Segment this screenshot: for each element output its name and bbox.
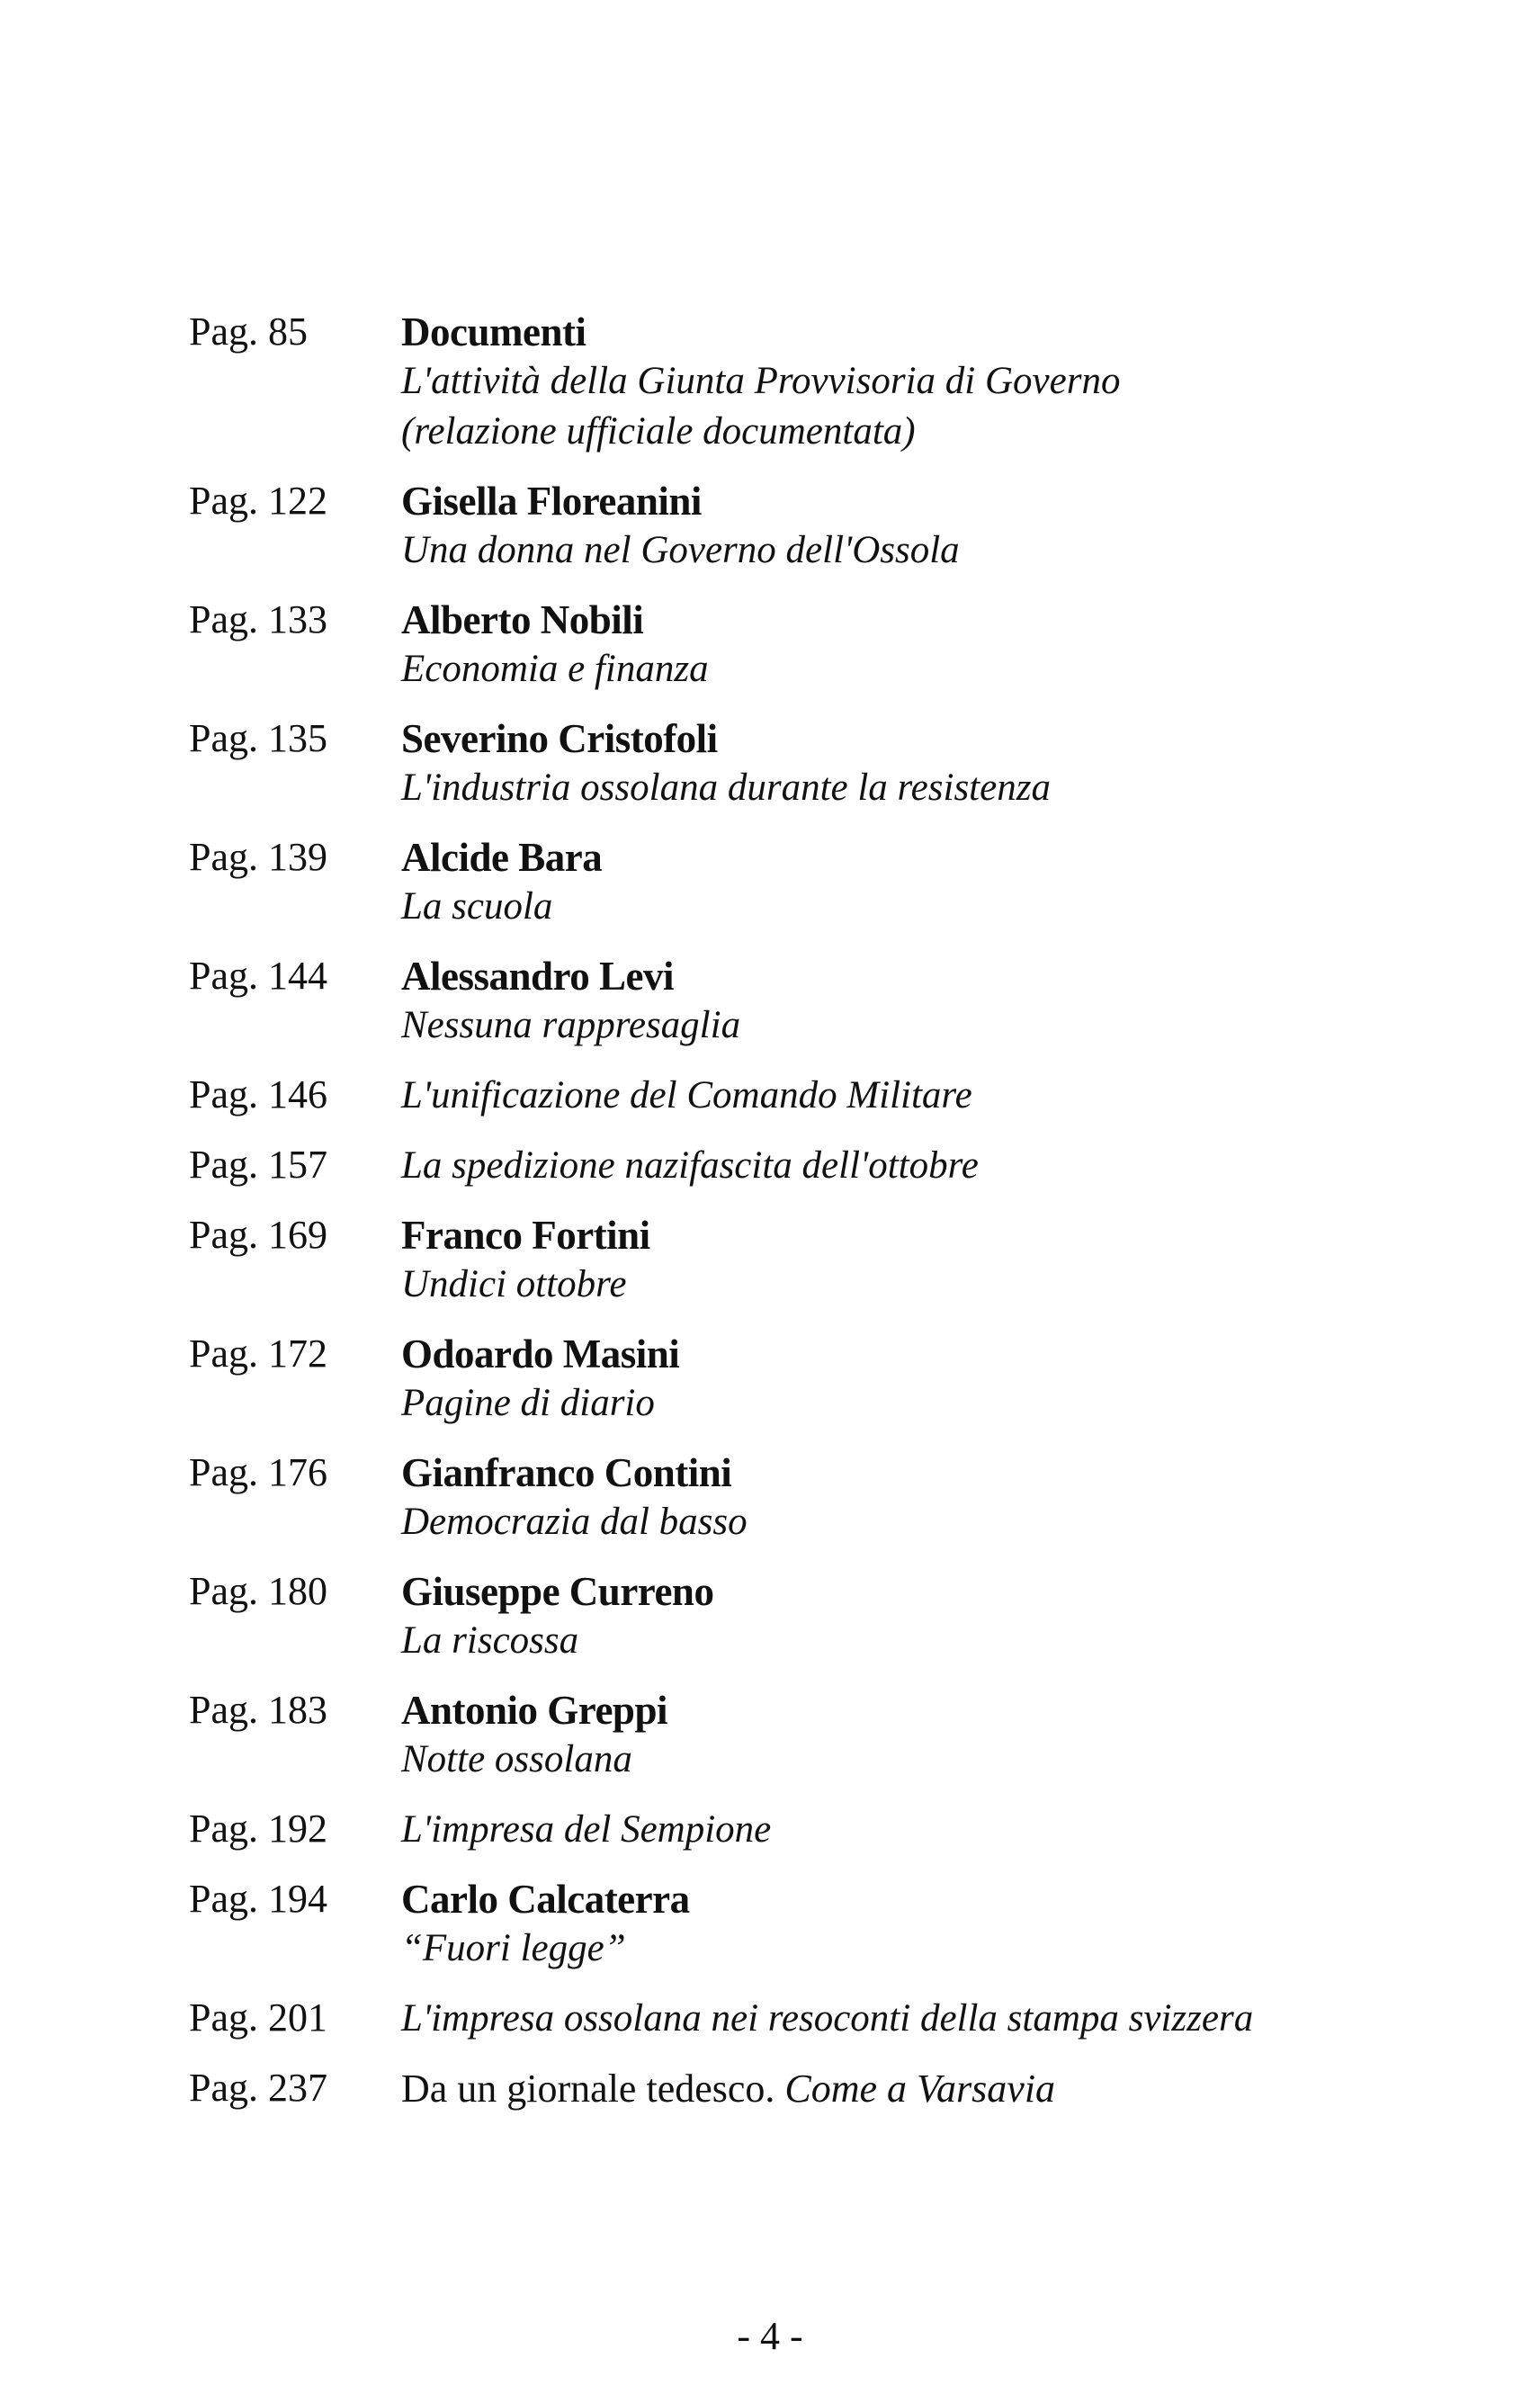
toc-entry-content xyxy=(401,1686,1448,1785)
toc-entry xyxy=(189,308,1448,457)
toc-entry xyxy=(189,1448,1448,1547)
toc-entry-content xyxy=(401,1448,1448,1547)
toc-title: (relazione ufficiale documentata) xyxy=(401,410,916,453)
toc-page-ref: Pag. 139 xyxy=(189,835,327,879)
toc-author: Odoardo Masini xyxy=(401,1332,680,1376)
toc-title: L'unificazione del Comando Militare xyxy=(401,1074,972,1116)
toc-title: L'impresa del Sempione xyxy=(401,1808,772,1851)
toc-author: Carlo Calcaterra xyxy=(401,1877,690,1922)
toc-entry xyxy=(189,833,1448,932)
toc-page-ref: Pag. 172 xyxy=(189,1332,327,1376)
toc-entry xyxy=(189,1071,1448,1121)
table-of-contents xyxy=(189,308,1448,2134)
toc-title: La riscossa xyxy=(401,1619,579,1662)
toc-page-ref: Pag. 157 xyxy=(189,1143,327,1187)
toc-entry xyxy=(189,952,1448,1051)
toc-page-ref: Pag. 237 xyxy=(189,2066,327,2110)
toc-entry xyxy=(189,596,1448,695)
toc-entry-content xyxy=(401,1141,1448,1191)
toc-entry xyxy=(189,1567,1448,1666)
toc-page-ref: Pag. 144 xyxy=(189,954,327,998)
toc-page-ref: Pag. 133 xyxy=(189,597,327,641)
toc-title: Undici ottobre xyxy=(401,1263,627,1305)
toc-page-ref: Pag. 192 xyxy=(189,1807,327,1851)
toc-title: Economia e finanza xyxy=(401,648,709,690)
toc-italic-title: Come a Varsavia xyxy=(784,2067,1056,2111)
toc-entry-content xyxy=(401,2064,1448,2114)
toc-entry xyxy=(189,1141,1448,1191)
toc-title: L'industria ossolana durante la resistenza xyxy=(401,767,1051,809)
toc-entry-content xyxy=(401,1567,1448,1666)
toc-page-ref: Pag. 169 xyxy=(189,1213,327,1257)
toc-plain-line xyxy=(401,2064,1448,2114)
toc-entry-content xyxy=(401,1994,1448,2044)
toc-author: Gianfranco Contini xyxy=(401,1450,732,1495)
page-number: - 4 - xyxy=(737,2314,803,2358)
toc-entry-content xyxy=(401,308,1448,457)
toc-page-ref: Pag. 183 xyxy=(189,1688,327,1732)
toc-author: Alberto Nobili xyxy=(401,597,644,642)
toc-title: Notte ossolana xyxy=(401,1738,632,1780)
toc-entry-content xyxy=(401,1875,1448,1974)
toc-author: Documenti xyxy=(401,309,586,354)
toc-entry-content xyxy=(401,1805,1448,1855)
toc-author: Alcide Bara xyxy=(401,835,603,880)
toc-title: Pagine di diario xyxy=(401,1382,655,1424)
toc-title: La scuola xyxy=(401,885,553,928)
toc-entry xyxy=(189,1994,1448,2044)
toc-title: “Fuori legge” xyxy=(401,1927,626,1969)
toc-page-ref: Pag. 201 xyxy=(189,1995,327,2040)
toc-title: Nessuna rappresaglia xyxy=(401,1004,741,1046)
toc-author: Alessandro Levi xyxy=(401,954,674,999)
toc-author: Giuseppe Curreno xyxy=(401,1569,714,1614)
toc-entry xyxy=(189,477,1448,576)
toc-title: Democrazia dal basso xyxy=(401,1501,748,1543)
toc-entry xyxy=(189,1875,1448,1974)
toc-author: Severino Cristofoli xyxy=(401,716,718,761)
toc-entry-content xyxy=(401,952,1448,1051)
toc-entry xyxy=(189,714,1448,813)
toc-page-ref: Pag. 85 xyxy=(189,309,308,354)
toc-entry-content xyxy=(401,596,1448,695)
toc-entry-content xyxy=(401,714,1448,813)
toc-page-ref: Pag. 176 xyxy=(189,1450,327,1494)
toc-page-ref: Pag. 194 xyxy=(189,1877,327,1921)
toc-entry xyxy=(189,1805,1448,1855)
toc-plain-text: Da un giornale tedesco. xyxy=(401,2067,785,2111)
toc-entry xyxy=(189,2064,1448,2114)
toc-title: La spedizione nazifascita dell'ottobre xyxy=(401,1144,979,1187)
toc-page-ref: Pag. 180 xyxy=(189,1569,327,1613)
toc-entry xyxy=(189,1330,1448,1429)
toc-entry-content xyxy=(401,477,1448,576)
toc-entry-content xyxy=(401,833,1448,932)
toc-entry-content xyxy=(401,1211,1448,1310)
toc-author: Antonio Greppi xyxy=(401,1688,667,1733)
toc-author: Gisella Floreanini xyxy=(401,479,702,524)
toc-page-ref: Pag. 122 xyxy=(189,479,327,523)
toc-entry xyxy=(189,1686,1448,1785)
toc-entry-content xyxy=(401,1071,1448,1121)
toc-author: Franco Fortini xyxy=(401,1213,650,1258)
toc-entry-content xyxy=(401,1330,1448,1429)
toc-entry xyxy=(189,1211,1448,1310)
toc-page-ref: Pag. 135 xyxy=(189,716,327,760)
toc-title: L'impresa ossolana nei resoconti della stampa svizzera xyxy=(401,1997,1254,2040)
toc-page-ref: Pag. 146 xyxy=(189,1072,327,1116)
toc-title: Una donna nel Governo dell'Ossola xyxy=(401,529,960,571)
toc-title: L'attività della Giunta Provvisoria di Governo xyxy=(401,360,1121,402)
